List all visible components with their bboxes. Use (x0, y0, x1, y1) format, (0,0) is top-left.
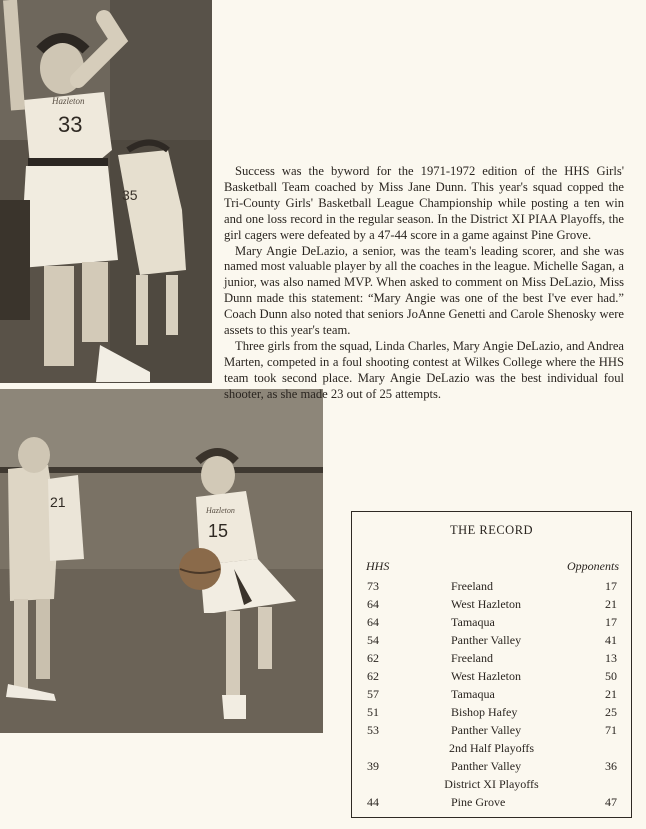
record-hhs-score: 51 (367, 705, 379, 719)
record-game-row (352, 649, 631, 667)
record-opponent-name: West Hazleton (451, 669, 522, 683)
photo-top-illustration (0, 0, 212, 383)
article-paragraph: Success was the byword for the 1971-1972 edition of the HHS Girls' Basketball Team coached by Miss Jane Dunn. This year's squad copped the Tri-County Girls' Basketball League Championship while posting a ten win and one loss record in the regular season. In the District XI PIAA Playoffs, the girl cagers were defeated by a 47-44 score in a game against Pine Grove. (224, 164, 624, 242)
jersey-number-21: 21 (50, 494, 66, 510)
jersey-number-35: 35 (122, 187, 138, 203)
record-opponent-score: 17 (605, 579, 617, 593)
record-opponent-score: 21 (605, 597, 617, 611)
record-header-hhs: HHS (366, 559, 390, 573)
record-opponent-name: Panther Valley (451, 759, 522, 773)
record-opponent-score: 41 (605, 633, 617, 647)
record-opponent-score: 47 (605, 795, 617, 809)
photo-bottom-dribble (0, 389, 323, 733)
record-opponent-score: 50 (605, 669, 617, 683)
record-game-row (352, 595, 631, 613)
article-paragraph: Three girls from the squad, Linda Charles, Mary Angie DeLazio, and Andrea Marten, competed in a foul shooting contest at Wilkes College where the HHS team took second place. Mary Angie DeLazio was the best individual foul shooter, as she made 23 out of 25 attempts. (224, 338, 624, 401)
record-hhs-score: 64 (367, 615, 379, 629)
record-hhs-score: 54 (367, 633, 379, 647)
jersey-script-bottom: Hazleton (206, 506, 235, 515)
record-opponent-score: 17 (605, 615, 617, 629)
record-opponent-score: 13 (605, 651, 617, 665)
record-game-row (352, 793, 631, 811)
record-opponent-score: 36 (605, 759, 617, 773)
record-game-row (352, 685, 631, 703)
record-opponent-score: 25 (605, 705, 617, 719)
record-section-row (352, 775, 631, 793)
record-game-row (352, 577, 631, 595)
record-title: THE RECORD (449, 523, 534, 537)
record-opponent-name: Freeland (451, 651, 493, 665)
article-text (224, 164, 624, 403)
jersey-script: Hazleton (52, 96, 85, 106)
record-hhs-score: 62 (367, 651, 379, 665)
record-hhs-score: 62 (367, 669, 379, 683)
article-paragraph: Mary Angie DeLazio, a senior, was the team's leading scorer, and she was named most valuable player by all the coaches in the league. Michelle Sagan, a junior, was also named MVP. When asked to comment on Miss DeLazio, Miss Dunn made this statement: “Mary Angie was one of the best I've ever had.” Coach Dunn also noted that seniors JoAnne Genetti and Carole Shenosky were assets to this year's team. (224, 243, 624, 338)
record-opponent-name: Pine Grove (451, 795, 506, 809)
jersey-number-33: 33 (58, 112, 83, 137)
record-hhs-score: 44 (367, 795, 379, 809)
record-section-label: District XI Playoffs (444, 777, 539, 791)
record-opponent-name: Tamaqua (451, 615, 495, 629)
record-game-row (352, 757, 631, 775)
record-hhs-score: 57 (367, 687, 379, 701)
record-hhs-score: 64 (367, 597, 379, 611)
record-hhs-score: 39 (367, 759, 379, 773)
record-game-row (352, 631, 631, 649)
record-section-label: 2nd Half Playoffs (448, 741, 535, 755)
photo-top-jump-ball (0, 0, 212, 383)
record-hhs-score: 53 (367, 723, 379, 737)
record-section-row (352, 739, 631, 757)
record-box (351, 511, 632, 818)
record-game-row (352, 721, 631, 739)
record-opponent-name: Bishop Hafey (451, 705, 518, 719)
record-opponent-name: Tamaqua (451, 687, 495, 701)
record-opponent-score: 71 (605, 723, 617, 737)
record-opponent-score: 21 (605, 687, 617, 701)
record-game-row (352, 613, 631, 631)
record-hhs-score: 73 (367, 579, 379, 593)
photo-bottom-illustration (0, 389, 323, 733)
record-header-opponents: Opponents (567, 559, 619, 573)
record-game-row (352, 667, 631, 685)
record-opponent-name: West Hazleton (451, 597, 522, 611)
record-rows (352, 577, 631, 811)
record-opponent-name: Panther Valley (451, 723, 522, 737)
jersey-number-15: 15 (208, 521, 229, 541)
record-opponent-name: Panther Valley (451, 633, 522, 647)
record-opponent-name: Freeland (451, 579, 493, 593)
record-game-row (352, 703, 631, 721)
